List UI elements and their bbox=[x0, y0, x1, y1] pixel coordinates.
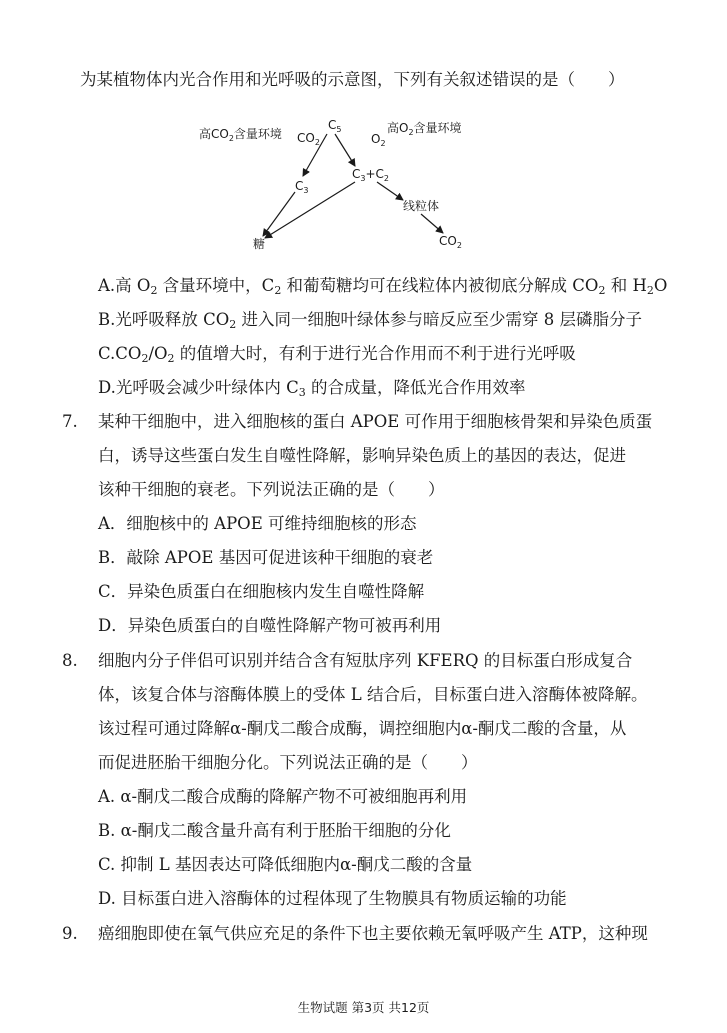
q8-option-c: C. 抑制 L 基因表达可降低细胞内α-酮戊二酸的含量 bbox=[98, 855, 473, 874]
q8-line-4: 而促进胚胎干细胞分化。下列说法正确的是（ ） bbox=[98, 753, 478, 772]
q8-line-2: 体，该复合体与溶酶体膜上的受体 L 结合后，目标蛋白进入溶酶体被降解。 bbox=[98, 685, 648, 704]
q7-number: 7. bbox=[62, 412, 78, 431]
q8-number: 8. bbox=[62, 651, 78, 670]
q7-option-c: C．异染色质蛋白在细胞核内发生自噬性降解 bbox=[98, 582, 425, 601]
q7-line-3: 该种干细胞的衰老。下列说法正确的是（ ） bbox=[98, 480, 445, 499]
photorespiration-diagram bbox=[195, 112, 495, 257]
label-co2-out: $CO_2$ bbox=[439, 234, 462, 250]
q7-option-b: B．敲除 APOE 基因可促进该种干细胞的衰老 bbox=[98, 548, 434, 567]
label-sugar: 糖 bbox=[253, 237, 266, 251]
page-footer: 生物试题 第3页 共12页 bbox=[297, 1000, 430, 1015]
arrow-mito-to-co2 bbox=[421, 214, 443, 233]
label-high-o2-env: 高$O_2$含量环境 bbox=[387, 121, 462, 137]
q9-line-1: 癌细胞即使在氧气供应充足的条件下也主要依赖无氧呼吸产生 ATP，这种现 bbox=[98, 924, 648, 943]
label-c3-c2: $C_3+C_2$ bbox=[352, 167, 390, 183]
q8-line-1: 细胞内分子伴侣可识别并结合含有短肽序列 KFERQ 的目标蛋白形成复合 bbox=[98, 651, 633, 670]
q9-number: 9. bbox=[62, 924, 78, 943]
arrow-c5-to-c3c2 bbox=[335, 134, 355, 166]
arrow-c3c2-to-sugar bbox=[265, 182, 355, 238]
label-high-co2-env: 高$CO_2$含量环境 bbox=[199, 127, 282, 143]
q7-option-a: A．细胞核中的 APOE 可维持细胞核的形态 bbox=[98, 514, 417, 533]
q7-line-1: 某种干细胞中，进入细胞核的蛋白 APOE 可作用于细胞核骨架和异染色质蛋 bbox=[98, 412, 653, 431]
label-c5: $C_5$ bbox=[328, 118, 342, 134]
q8-line-3: 该过程可通过降解α-酮戊二酸合成酶，调控细胞内α-酮戊二酸的含量，从 bbox=[98, 719, 627, 738]
q8-option-b: B. α-酮戊二酸含量升高有利于胚胎干细胞的分化 bbox=[98, 821, 451, 840]
q8-option-d: D. 目标蛋白进入溶酶体的过程体现了生物膜具有物质运输的功能 bbox=[98, 889, 567, 908]
label-c3: $C_3$ bbox=[295, 179, 309, 195]
q6-option-c: $C.CO_2/O_2$ 的值增大时，有利于进行光合作用而不利于进行光呼吸 bbox=[98, 344, 576, 365]
q6-option-b: B.光呼吸释放 $CO_2$ 进入同一细胞叶绿体参与暗反应至少需穿 8 层磷脂分子 bbox=[98, 310, 643, 331]
label-co2: $CO_2$ bbox=[297, 131, 320, 147]
q6-option-d: D.光呼吸会减少叶绿体内 $C_3$ 的合成量，降低光合作用效率 bbox=[98, 378, 526, 399]
q7-line-2: 白，诱导这些蛋白发生自噬性降解，影响异染色质上的基因的表达，促进 bbox=[98, 446, 626, 465]
q6-stem: 为某植物体内光合作用和光呼吸的示意图，下列有关叙述错误的是（ ） bbox=[80, 70, 625, 89]
q7-option-d: D．异染色质蛋白的自噬性降解产物可被再利用 bbox=[98, 616, 442, 635]
label-o2: $O_2$ bbox=[371, 132, 386, 148]
q8-option-a: A. α-酮戊二酸合成酶的降解产物不可被细胞再利用 bbox=[98, 787, 468, 806]
label-mitochondria: 线粒体 bbox=[403, 199, 440, 213]
q6-option-a: A.高 $O_2$ 含量环境中，$C_2$ 和葡萄糖均可在线粒体内被彻底分解成 $CO_2$ 和 $H_2O$ bbox=[98, 276, 668, 297]
arrow-c3c2-to-mito bbox=[377, 182, 403, 200]
